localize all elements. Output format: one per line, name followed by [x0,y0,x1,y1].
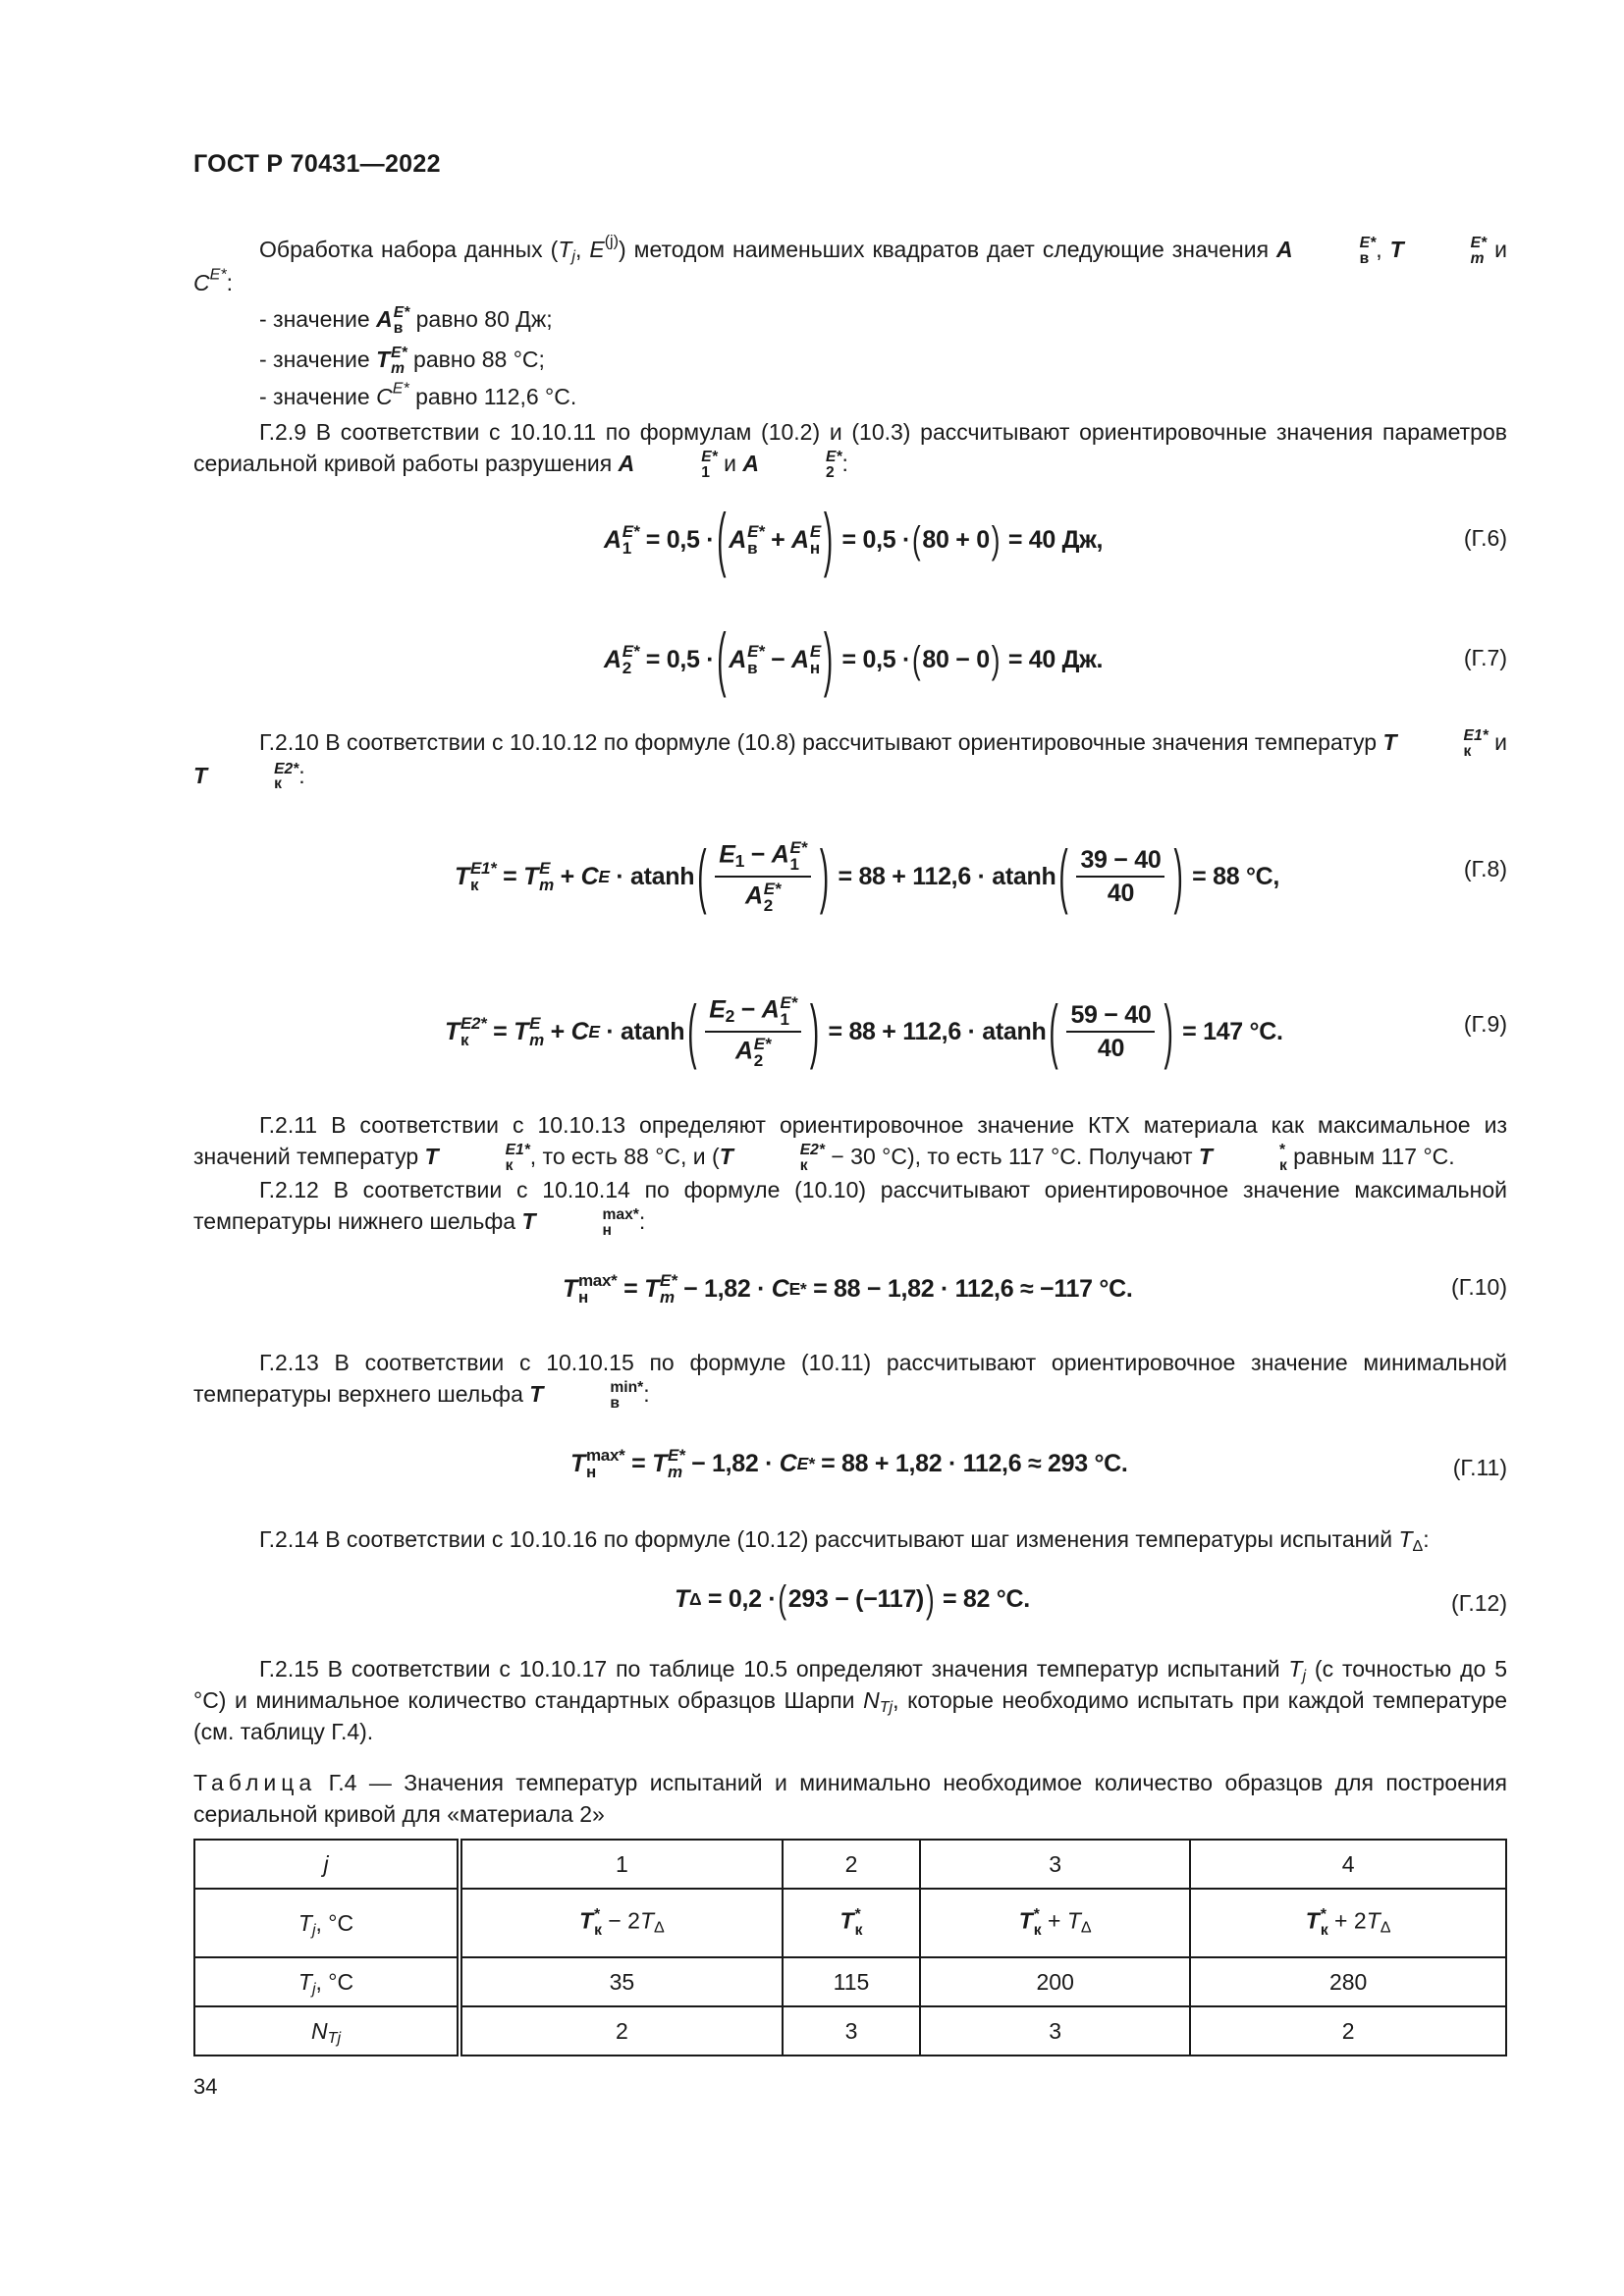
formula-text: = 88 + 112,6 · atanh [828,1017,1047,1045]
ss-Estar: E* [668,1446,685,1465]
formula-g-7 [193,618,1507,698]
sym-T: T [523,862,539,890]
sym-C: C [570,1017,589,1045]
sym-T: T [1366,1908,1380,1935]
formula-text: · atanh [616,862,695,890]
text-run: равно 88 °С; [406,347,545,372]
sup-E: E [588,1022,600,1041]
table-cell [460,1889,783,1957]
paren: ) [819,835,829,915]
ss-max: max* [602,1206,639,1224]
ss-2: 2 [763,896,773,915]
ss-1: 1 [701,463,710,481]
sym-T: T [839,1908,854,1935]
ss-2: 2 [753,1051,763,1070]
ss-k: к [594,1922,602,1939]
sym-T: T [1389,237,1404,262]
paren: ( [1058,835,1068,915]
sym-N: N [863,1687,880,1713]
frac-den: 40 [1097,1035,1125,1062]
op: + [771,525,785,554]
list-item-A [193,300,1507,338]
formula-text: = 0,5 · [841,645,911,673]
table-cell: 35 [460,1957,783,2006]
paren: ) [991,516,1001,561]
ss-Estar: E* [789,838,807,857]
formula-text: = 40 Дж. [1007,645,1104,673]
op: + [560,862,574,890]
table-cell [194,1840,460,1889]
sym-T: T [298,1909,312,1936]
paragraph-g-2-12 [193,1174,1507,1239]
paren: ) [823,618,833,698]
sym-T: T [652,1449,668,1477]
sym-A: A [618,451,635,476]
sub-delta: Δ [1080,1919,1092,1938]
ss-E2star: E2* [274,760,299,777]
formula-g-12: T Δ = 0,2 · ( 293 − (−117) ) = 82 °С. (Г.12) [675,1575,1507,1621]
ss-n: н [809,659,820,677]
col-header-j: j [323,1850,329,1877]
formula-number: (Г.12) [1451,1590,1507,1616]
ss-v: в [1359,249,1370,267]
frac-den: 40 [1107,880,1135,907]
ss-E2star: E2* [799,1142,825,1159]
table-cell [194,2006,460,2056]
ss-v: в [747,539,758,558]
sym-T: T [675,1584,689,1613]
formula-text: = 0,5 · [841,525,911,554]
text-run: : [1423,1526,1430,1552]
table-row [194,2006,1506,2056]
table-cell: 280 [1190,1957,1506,2006]
paren: ( [912,636,921,681]
sym-A: A [376,306,393,332]
ss-2: 2 [826,463,835,481]
ss-star: * [1278,1142,1286,1159]
text-run: - значение [259,347,377,372]
row-label: , °С [315,1909,354,1936]
table-row [194,1840,1506,1889]
sym-A: A [734,1037,753,1065]
table-caption [193,1767,1507,1830]
paragraph-g-2-13 [193,1347,1507,1412]
text-run: Г.2.14 В соответствии с 10.10.16 по формуле (10.12) рассчитывают шаг изменения температуры испытаний [259,1526,1399,1552]
ss-Estar: E* [826,449,842,466]
sym-A: A [771,840,789,869]
sym-E: E [709,995,726,1024]
op: + [550,1017,565,1045]
op: = [623,1274,638,1303]
formula-number: (Г.6) [1463,525,1507,551]
sup-Estar: E* [392,379,409,398]
sym-T: T [579,1908,594,1935]
table-row [194,1957,1506,2006]
ss-1: 1 [789,855,799,874]
ss-k: к [505,1156,514,1174]
ss-E1star: E1* [1463,727,1489,745]
sub-delta: Δ [1380,1919,1391,1938]
text-run: : [643,1381,650,1407]
ss-m: m [668,1463,682,1481]
formula-text: − 1,82 · [691,1449,774,1477]
text-run: : [298,762,305,788]
ss-k: к [1278,1156,1287,1174]
text-run: равно 80 Дж; [409,306,553,332]
sym-T: T [719,1144,733,1169]
sub-Tj: Tj [327,2028,342,2047]
text-run: : [841,451,848,476]
sym-T: T [455,862,469,890]
ss-2: 2 [622,659,631,677]
ss-star: * [854,1906,861,1924]
sym-T: T [424,1144,439,1169]
text-run: − 30 °С), то есть 117 °С. Получают [824,1144,1199,1169]
table-g-4 [193,1839,1507,2056]
text-run: Обработка набора данных ( [259,237,559,262]
ss-1: 1 [780,1010,789,1029]
sym-C: C [580,862,599,890]
table-cell [783,1889,920,1957]
fraction [715,839,811,914]
paragraph-g-2-15 [193,1653,1507,1747]
sym-T: T [1066,1908,1081,1935]
op: = [631,1449,646,1477]
list-item-C [193,381,1507,412]
sym-C: C [771,1274,789,1303]
paren: ) [1173,835,1183,915]
formula-text: = 0,5 · [645,645,715,673]
ss-Estar: E* [622,522,640,541]
formula-text: = 88 °С, [1192,862,1280,890]
page-number: 34 [193,2074,218,2099]
table-cell: 2 [1190,2006,1506,2056]
sym-T: T [514,1017,529,1045]
ss-max: max* [585,1446,625,1465]
ss-k: к [1320,1922,1328,1939]
formula-g-6 [193,499,1507,578]
sym-A: A [604,525,622,554]
sym-T: T [1198,1144,1213,1169]
sup-Estar: E* [209,265,227,284]
sym-C: C [193,269,210,295]
formula-number: (Г.10) [1451,1274,1507,1300]
sym-A: A [729,645,747,673]
text-run: , [574,237,590,262]
ss-k: к [1463,742,1472,760]
ss-Estar: E* [763,880,782,898]
formula-text: 80 + 0 [922,525,990,554]
table-cell [1190,1889,1506,1957]
text-run: и [1494,237,1508,262]
sup-j: (j) [604,232,619,250]
sym-A: A [729,525,747,554]
ss-n: н [809,539,820,558]
ss-m: m [529,1031,544,1049]
ss-Estar: E* [701,449,718,466]
ss-E1star: E1* [505,1142,530,1159]
ss-star: * [1320,1906,1326,1924]
ss-star: * [1033,1906,1040,1924]
sub-1: 1 [734,850,745,871]
ss-Estar: E* [1470,235,1488,252]
sub-Tj: Tj [879,1698,893,1717]
paren: ) [809,990,819,1070]
sub-j: j [311,1920,316,1939]
sym-T: T [1288,1656,1303,1682]
list-item-T [193,338,1507,381]
ss-Estar: E* [780,993,797,1012]
cell-text: + [1041,1908,1067,1935]
sub-delta: Δ [654,1919,665,1938]
sym-E: E [719,840,735,869]
ss-m: m [539,876,554,894]
text-run: Г.2.15 В соответствии с 10.10.17 по таблице 10.5 определяют значения температур испытаний [259,1656,1289,1682]
paragraph-g-2-11 [193,1109,1507,1174]
paragraph-g-2-10 [193,726,1507,792]
sym-T: T [445,1017,460,1045]
ss-E1star: E1* [469,859,497,878]
ss-E: E [529,1014,541,1033]
ss-E: E [809,522,821,541]
op: − [740,995,756,1024]
row-label: , °С [315,1968,354,1995]
sup-Estar: E* [796,1454,815,1473]
table-cell: 3 [920,2006,1190,2056]
ss-E: E [809,642,821,661]
list-values [193,300,1507,412]
op: − [750,840,766,869]
sup-E: E [598,867,610,886]
formula-text: = 0,5 · [645,525,715,554]
ss-k: к [1033,1922,1042,1939]
text-run: - значение [259,306,377,332]
sym-T: T [1305,1908,1320,1935]
cell-text: + 2 [1327,1908,1367,1935]
paren: ) [1164,990,1173,1070]
formula-text: 80 − 0 [922,645,990,673]
table-caption-label: Таблица [193,1770,317,1795]
sym-A: A [761,995,780,1024]
ss-n: н [602,1221,612,1239]
text-run: , [1376,237,1390,262]
ss-k: к [854,1922,863,1939]
ss-Estar: E* [1359,235,1377,252]
sym-A: A [1276,237,1293,262]
text-run: Г.2.10 В соответствии с 10.10.12 по формуле (10.8) рассчитывают ориентировочные значения температур [259,729,1383,755]
op: = [493,1017,508,1045]
text-run: равным 117 °С. [1286,1144,1455,1169]
formula-text: = 88 − 1,82 · 112,6 ≈ −117 °С. [813,1274,1133,1303]
formula-text: · atanh [606,1017,685,1045]
ss-k: к [469,876,479,894]
formula-text: − 1,82 · [683,1274,766,1303]
text-run: ) методом наименьших квадратов дает следующие значения [618,237,1277,262]
paragraph-least-squares [193,234,1507,298]
ss-k: к [460,1031,469,1049]
table-row [194,1889,1506,1957]
formula-text: = 82 °С. [942,1584,1030,1613]
paragraph-g-2-9 [193,416,1507,481]
cell-text: − 2 [601,1908,640,1935]
ss-v: в [393,319,404,337]
sub-delta: Δ [1412,1537,1424,1556]
ss-m: m [1470,249,1485,267]
sub-2: 2 [725,1005,735,1026]
paren: ( [697,835,707,915]
ss-Estar: E* [660,1271,677,1290]
paren: ( [778,1575,786,1621]
sym-A: A [604,645,622,673]
sym-E: E [589,237,605,262]
text-run: Г.2.9 В соответствии с 10.10.11 по формулам (10.2) и (10.3) рассчитывают ориентировочные значения параметров сериальной кривой работы разрушения [193,419,1507,476]
paren: ) [823,499,833,578]
paren: ) [991,636,1001,681]
sym-T: T [298,1968,312,1995]
paren: ( [717,499,727,578]
formula-number: (Г.7) [1463,645,1507,670]
sub-j: j [311,1979,316,1998]
paren: ( [912,516,921,561]
formula-number: (Г.8) [1463,856,1507,881]
sym-T: T [639,1908,655,1935]
text-run: Г.2.12 В соответствии с 10.10.14 по формуле (10.10) рассчитывают ориентировочное значение максимальной температуры нижнего шельфа [193,1177,1507,1234]
sym-T: T [1018,1908,1033,1935]
sym-T: T [1382,729,1397,755]
formula-g-11 [193,1429,1507,1498]
text-run: : [638,1208,646,1234]
ss-Estar: E* [391,345,407,362]
ss-E: E [539,859,551,878]
sym-T: T [644,1274,660,1303]
text-run: - значение [259,384,377,409]
paren: ( [687,990,697,1070]
sym-N: N [310,2017,328,2044]
op: = [503,862,517,890]
sym-A: A [791,525,809,554]
ss-k: к [799,1156,808,1174]
ss-Estar: E* [747,642,765,661]
sym-T: T [1398,1526,1413,1552]
ss-star: * [594,1906,601,1924]
document-code: ГОСТ Р 70431—2022 [193,150,441,178]
formula-number: (Г.9) [1463,1011,1507,1037]
sym-j: j [571,247,575,266]
text-run: и [717,451,743,476]
table-cell: 3 [920,1840,1190,1889]
sub-j: j [1302,1667,1307,1685]
ss-E2star: E2* [460,1014,487,1033]
text-run: Г.2.11 В соответствии с 10.10.13 определяют ориентировочное значение КТХ материала как максимальное из значений температур [193,1112,1507,1169]
table-cell [194,1889,460,1957]
paren: ( [717,618,727,698]
formula-text: 293 − (−117) [787,1584,924,1613]
text-run: и [1488,729,1507,755]
ss-Estar: E* [753,1035,772,1053]
paren: ( [1049,990,1058,1070]
table-cell: 4 [1190,1840,1506,1889]
text-run: , которые необходимо испытать при каждой температуре (см. таблицу Г.4). [193,1687,1507,1744]
formula-g-8 [193,832,1507,921]
sym-A: A [744,881,763,910]
frac-num: 39 − 40 [1076,847,1164,878]
ss-max: max* [577,1271,618,1290]
frac-num: 59 − 40 [1066,1002,1155,1033]
formula-g-9 [193,988,1507,1076]
paren: ) [925,1575,935,1621]
ss-v: в [610,1394,620,1412]
sym-T: T [570,1449,585,1477]
formula-text: = 88 + 1,82 · 112,6 ≈ 293 °С. [821,1449,1128,1477]
sym-A: A [791,645,809,673]
sym-T: T [376,347,391,372]
table-cell: 1 [460,1840,783,1889]
ss-n: н [585,1463,596,1481]
table-cell: 115 [783,1957,920,2006]
formula-text: = 40 Дж, [1007,525,1104,554]
formula-g-10 [193,1255,1507,1323]
sym-C: C [376,384,393,409]
table-cell: 2 [783,1840,920,1889]
paragraph-g-2-14 [193,1523,1507,1555]
table-caption-text: Г.4 — Значения температур испытаний и минимально необходимое количество образцов для построения сериальной кривой для «материала 2» [193,1770,1507,1827]
table-cell: 200 [920,1957,1190,2006]
sym-T: T [563,1274,577,1303]
table-cell [194,1957,460,2006]
formula-text: = 88 + 112,6 · atanh [838,862,1056,890]
formula-text: = 147 °С. [1182,1017,1283,1045]
sym-T: T [558,237,572,262]
ss-m: m [660,1288,675,1307]
fraction [705,994,801,1069]
ss-n: н [577,1288,588,1307]
table-cell: 3 [783,2006,920,2056]
fraction [1066,1002,1155,1062]
text-run: (с точностью до 5 °С) и минимальное количество стандартных образцов Шарпи [193,1656,1507,1713]
ss-k: к [274,775,282,793]
ss-v: в [747,659,758,677]
sym-C: C [779,1449,797,1477]
sym-A: A [742,451,759,476]
fraction [1076,847,1164,907]
formula-text: = 0,2 · [707,1584,777,1613]
text-run: Г.2.13 В соответствии с 10.10.15 по формуле (10.11) рассчитывают ориентировочное значение минимальной температуры верхнего шельфа [193,1350,1507,1407]
ss-min: min* [610,1379,644,1397]
sym-T: T [529,1381,544,1407]
ss-1: 1 [622,539,631,558]
sym-T: T [521,1208,536,1234]
ss-Estar: E* [393,304,410,322]
text-run: , то есть 88 °С, и ( [529,1144,720,1169]
sym-T: T [193,762,208,788]
sup-Estar: E* [788,1279,807,1299]
ss-Estar: E* [622,642,640,661]
ss-Estar: E* [747,522,765,541]
op: − [771,645,785,673]
ss-m: m [391,359,406,377]
table-cell: 2 [460,2006,783,2056]
text-run: : [226,269,234,295]
text-run: равно 112,6 °С. [408,384,577,409]
formula-number: (Г.11) [1452,1455,1507,1480]
table-cell [920,1889,1190,1957]
